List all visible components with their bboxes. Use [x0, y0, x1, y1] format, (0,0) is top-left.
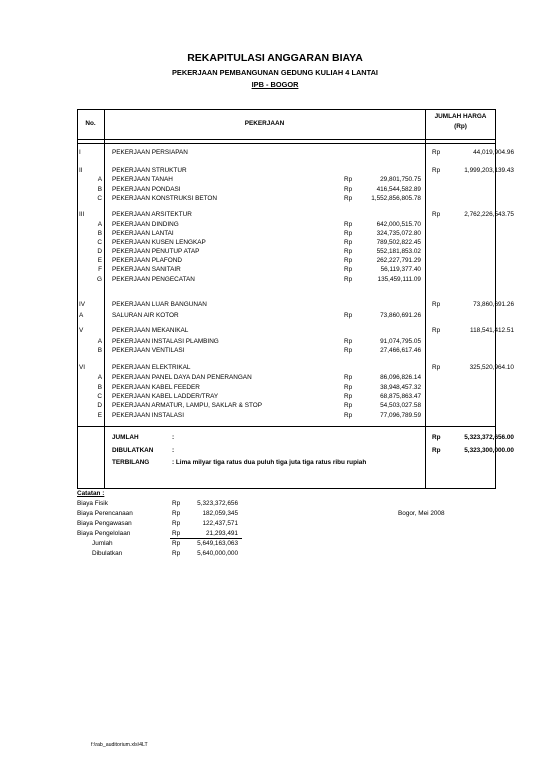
note-currency: Rp — [172, 530, 181, 537]
header-no: No. — [85, 120, 96, 127]
row-sub-value: 73,860,691.26 — [380, 312, 421, 319]
row-number: G — [97, 276, 102, 283]
row-number: A — [79, 312, 84, 319]
row-label: SALURAN AIR KOTOR — [112, 312, 179, 319]
row-number: E — [97, 257, 102, 264]
notes-dibulatkan-value: 5,640,000,000 — [197, 550, 238, 557]
row-label: PEKERJAAN KONSTRUKSI BETON — [112, 195, 217, 202]
row-sub-currency: Rp — [344, 248, 353, 255]
row-sub-currency: Rp — [344, 186, 353, 193]
row-number: D — [97, 248, 102, 255]
row-sub-currency: Rp — [344, 221, 353, 228]
row-sub-currency: Rp — [344, 266, 353, 273]
header-divider — [77, 139, 496, 140]
row-sub-currency: Rp — [344, 374, 353, 381]
notes-heading: Catatan : — [77, 490, 105, 497]
row-total-currency: Rp — [432, 167, 441, 174]
notes-jumlah-currency: Rp — [172, 540, 181, 547]
row-sub-currency: Rp — [344, 412, 353, 419]
row-sub-value: 54,503,027.58 — [380, 402, 421, 409]
row-label: PEKERJAAN LANTAI — [112, 230, 174, 237]
row-label: PEKERJAAN PENGECATAN — [112, 276, 195, 283]
row-sub-value: 27,466,617.46 — [380, 347, 421, 354]
note-label: Biaya Pengelolaan — [77, 530, 131, 537]
place-date: Bogor, Mei 2008 — [398, 510, 445, 517]
row-number: VI — [79, 364, 86, 371]
header-divider-double — [77, 143, 496, 144]
row-sub-value: 86,096,826.14 — [380, 374, 421, 381]
row-total-currency: Rp — [432, 364, 441, 371]
terbilang-label: TERBILANG — [112, 459, 150, 466]
row-total-currency: Rp — [432, 301, 441, 308]
row-label: PEKERJAAN VENTILASI — [112, 347, 185, 354]
row-sub-value: 56,119,377.40 — [380, 266, 421, 273]
row-sub-value: 29,801,750.75 — [380, 176, 421, 183]
jumlah-value: 5,323,372,656.00 — [464, 434, 514, 441]
row-number: IV — [79, 301, 86, 308]
note-currency: Rp — [172, 500, 181, 507]
note-label: Biaya Pengawasan — [77, 520, 132, 527]
row-total-value: 1,999,203,139.43 — [464, 167, 514, 174]
row-sub-currency: Rp — [344, 402, 353, 409]
col-divider-no — [104, 109, 105, 489]
row-sub-currency: Rp — [344, 338, 353, 345]
row-label: PEKERJAAN KUSEN LENGKAP — [112, 239, 206, 246]
row-sub-value: 1,552,856,805.78 — [371, 195, 421, 202]
notes-dibulatkan-label: Dibulatkan — [92, 550, 123, 557]
row-sub-value: 789,502,822.45 — [376, 239, 421, 246]
row-label: PEKERJAAN MEKANIKAL — [112, 327, 189, 334]
row-total-value: 118,541,412.51 — [470, 327, 514, 334]
row-total-currency: Rp — [432, 211, 441, 218]
jumlah-colon: : — [172, 434, 175, 441]
row-label: PEKERJAAN ARSITEKTUR — [112, 211, 192, 218]
row-sub-currency: Rp — [344, 176, 353, 183]
row-sub-currency: Rp — [344, 239, 353, 246]
terbilang-text: : Lima milyar tiga ratus dua puluh tiga juta tiga ratus ribu rupiah — [172, 459, 367, 466]
note-value: 5,323,372,656 — [197, 500, 238, 507]
header-jumlah-harga: JUMLAH HARGA — [434, 113, 487, 120]
row-number: B — [97, 186, 102, 193]
row-number: A — [97, 374, 102, 381]
row-number: C — [97, 195, 102, 202]
row-label: PEKERJAAN STRUKTUR — [112, 167, 187, 174]
row-label: PEKERJAAN INSTALASI PLAMBING — [112, 338, 219, 345]
dibulatkan-value: 5,323,300,000.00 — [464, 447, 514, 454]
row-number: III — [79, 211, 85, 218]
row-total-value: 73,860,691.26 — [473, 301, 514, 308]
row-label: PEKERJAAN LUAR BANGUNAN — [112, 301, 207, 308]
row-number: II — [79, 167, 83, 174]
row-label: PEKERJAAN TANAH — [112, 176, 173, 183]
row-label: PEKERJAAN DINDING — [112, 221, 179, 228]
row-total-currency: Rp — [432, 149, 441, 156]
row-number: C — [97, 239, 102, 246]
notes-jumlah-label: Jumlah — [92, 540, 113, 547]
row-sub-currency: Rp — [344, 312, 353, 319]
row-sub-currency: Rp — [344, 393, 353, 400]
row-label: PEKERJAAN INSTALASI — [112, 412, 184, 419]
row-sub-value: 416,544,582.89 — [376, 186, 421, 193]
row-label: PEKERJAAN ELEKTRIKAL — [112, 364, 191, 371]
row-sub-value: 91,074,795.05 — [380, 338, 421, 345]
row-total-value: 44,019,904.96 — [473, 149, 514, 156]
row-label: PEKERJAAN ARMATUR, LAMPU, SAKLAR & STOP — [112, 402, 262, 409]
row-sub-currency: Rp — [344, 195, 353, 202]
note-value: 182,059,345 — [202, 510, 238, 517]
document-title: REKAPITULASI ANGGARAN BIAYA — [187, 52, 363, 64]
row-sub-value: 77,096,789.59 — [380, 412, 421, 419]
row-sub-currency: Rp — [344, 384, 353, 391]
file-path-footer: f:\rab_auditorium.xls\4LT — [91, 742, 148, 748]
document-subtitle: PEKERJAAN PEMBANGUNAN GEDUNG KULIAH 4 LANTAI — [172, 68, 378, 77]
row-sub-currency: Rp — [344, 276, 353, 283]
note-currency: Rp — [172, 510, 181, 517]
jumlah-label: JUMLAH — [112, 434, 139, 441]
note-currency: Rp — [172, 520, 181, 527]
note-value: 21,293,491 — [206, 530, 238, 537]
row-label: PEKERJAAN PLAFOND — [112, 257, 182, 264]
row-sub-currency: Rp — [344, 230, 353, 237]
row-number: V — [79, 327, 84, 334]
row-number: D — [97, 402, 102, 409]
header-pekerjaan: PEKERJAAN — [244, 120, 285, 127]
row-number: B — [97, 347, 102, 354]
row-label: PEKERJAAN SANITAIR — [112, 266, 181, 273]
row-sub-currency: Rp — [344, 257, 353, 264]
row-sub-value: 38,948,457.32 — [380, 384, 421, 391]
row-sub-value: 68,875,863.47 — [380, 393, 421, 400]
summary-divider — [77, 426, 496, 427]
row-total-value: 2,762,226,543.75 — [464, 211, 514, 218]
row-sub-value: 324,735,072.80 — [376, 230, 421, 237]
row-label: PEKERJAAN KABEL FEEDER — [112, 384, 200, 391]
header-jumlah-unit: (Rp) — [454, 123, 467, 130]
row-total-currency: Rp — [432, 327, 441, 334]
note-label: Biaya Perencanaan — [77, 510, 133, 517]
row-sub-value: 135,459,111.09 — [377, 276, 421, 283]
row-number: A — [97, 221, 102, 228]
row-sub-value: 552,181,853.02 — [376, 248, 421, 255]
dibulatkan-colon: : — [172, 447, 175, 454]
notes-jumlah-value: 5,649,163,063 — [197, 540, 238, 547]
row-label: PEKERJAAN PENUTUP ATAP — [112, 248, 200, 255]
row-number: I — [79, 149, 81, 156]
row-number: A — [97, 176, 102, 183]
row-number: B — [97, 384, 102, 391]
row-label: PEKERJAAN KABEL LADDER/TRAY — [112, 393, 219, 400]
row-label: PEKERJAAN PERSIAPAN — [112, 149, 188, 156]
row-sub-value: 642,000,515.70 — [376, 221, 421, 228]
document-location: IPB - BOGOR — [251, 80, 299, 89]
jumlah-currency: Rp — [432, 434, 441, 441]
row-label: PEKERJAAN PANEL DAYA DAN PENERANGAN — [112, 374, 252, 381]
dibulatkan-currency: Rp — [432, 447, 441, 454]
row-number: B — [97, 230, 102, 237]
note-label: Biaya Fisik — [77, 500, 108, 507]
row-number: C — [97, 393, 102, 400]
col-divider-amount — [425, 109, 426, 489]
row-number: A — [97, 338, 102, 345]
row-total-value: 325,520,964.10 — [469, 364, 514, 371]
row-label: PEKERJAAN PONDASI — [112, 186, 181, 193]
notes-dibulatkan-currency: Rp — [172, 550, 181, 557]
row-sub-value: 262,227,791.29 — [376, 257, 421, 264]
row-sub-currency: Rp — [344, 347, 353, 354]
note-value: 122,437,571 — [202, 520, 238, 527]
row-number: F — [98, 266, 102, 273]
row-number: E — [97, 412, 102, 419]
dibulatkan-label: DIBULATKAN — [112, 447, 154, 454]
